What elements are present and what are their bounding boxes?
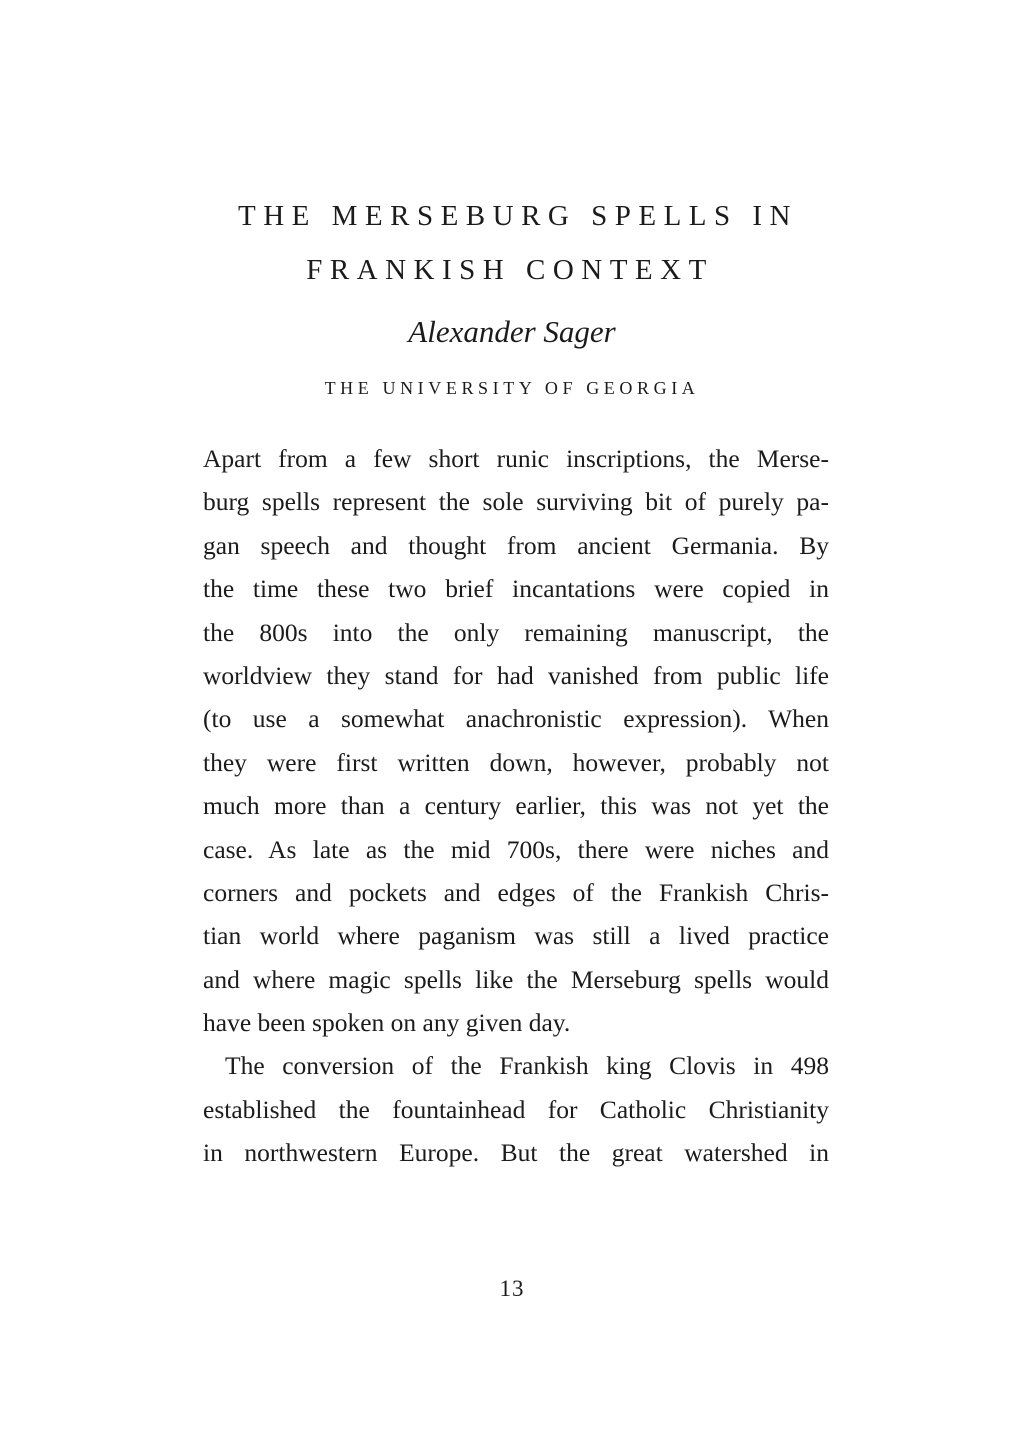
text-line: they were first written down, however, probably not — [203, 747, 829, 777]
chapter-body — [203, 437, 829, 1175]
chapter-title-line-2: FRANKISH CONTEXT — [306, 254, 714, 286]
text-line: tian world where paganism was still a lived practice — [203, 921, 829, 951]
author-name: Alexander Sager — [408, 314, 616, 349]
text-line: burg spells represent the sole surviving bit of purely pa- — [203, 487, 829, 517]
author-affiliation: THE UNIVERSITY OF GEORGIA — [324, 378, 700, 398]
text-line: much more than a century earlier, this was not yet the — [203, 791, 829, 821]
text-line: Apart from a few short runic inscriptions, the Merse- — [203, 444, 829, 473]
text-line: case. As late as the mid 700s, there were niches and — [203, 834, 829, 864]
paragraph-2 — [203, 1044, 829, 1174]
text-line: and where magic spells like the Merseburg spells would — [203, 964, 829, 994]
text-line: have been spoken on any given day. — [203, 1008, 571, 1038]
text-line: (to use a somewhat anachronistic expression). When — [203, 704, 829, 734]
chapter-title-line-1: THE MERSEBURG SPELLS IN — [237, 200, 798, 232]
paragraph-1 — [203, 437, 829, 1044]
text-line: gan speech and thought from ancient Germania. By — [203, 530, 829, 560]
text-line: the 800s into the only remaining manuscript, the — [203, 617, 829, 647]
text-line: established the fountainhead for Catholic Christianity — [203, 1094, 829, 1124]
text-line: in northwestern Europe. But the great watershed in — [203, 1138, 829, 1168]
text-line: The conversion of the Frankish king Clovis in 498 — [225, 1051, 829, 1081]
text-line: worldview they stand for had vanished from public life — [203, 660, 829, 690]
text-line: corners and pockets and edges of the Frankish Chris- — [203, 877, 829, 907]
text-line: the time these two brief incantations were copied in — [203, 574, 829, 604]
page-number: 13 — [499, 1276, 525, 1301]
